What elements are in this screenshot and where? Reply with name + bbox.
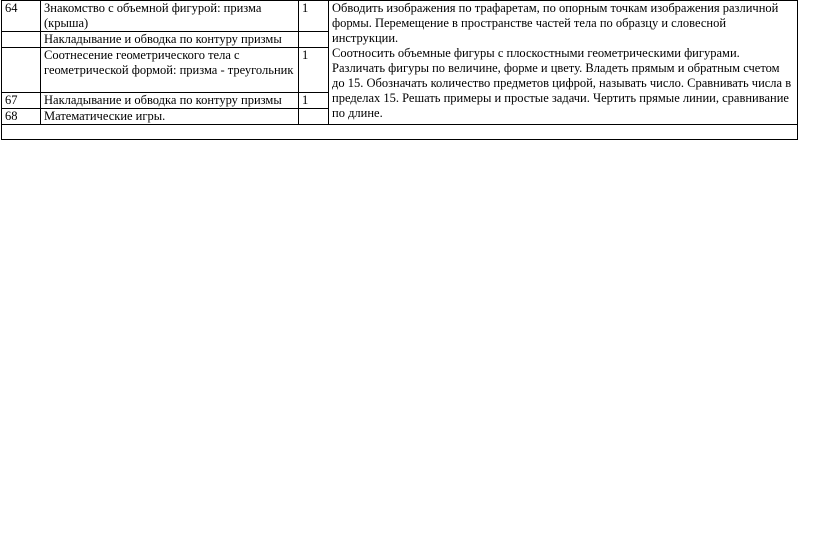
lesson-number — [2, 32, 41, 48]
lesson-number: 68 — [2, 109, 41, 125]
lesson-topic: Накладывание и обводка по контуру призмы — [41, 93, 299, 109]
activity-text: Обводить изображения по трафаретам, по опорным точкам изображения различной формы. Перемещение в пространстве частей тела по образцу и словесной инструкции. — [332, 1, 779, 45]
lesson-hours: 1 — [299, 48, 329, 93]
lesson-topic: Накладывание и обводка по контуру призмы — [41, 32, 299, 48]
lesson-topic: Соотнесение геометрического тела с геометрической формой: призма - треугольник — [41, 48, 299, 93]
lesson-number: 64 — [2, 1, 41, 32]
lesson-topic: Знакомство с объемной фигурой: призма (крыша) — [41, 1, 299, 32]
lesson-hours — [299, 32, 329, 48]
lesson-hours: 1 — [299, 93, 329, 109]
lesson-plan-table — [1, 0, 798, 140]
lesson-number: 67 — [2, 93, 41, 109]
empty-cell — [2, 125, 798, 140]
table-row — [2, 1, 798, 32]
table-row-empty — [2, 125, 798, 140]
lesson-number — [2, 48, 41, 93]
activities-cell — [329, 1, 798, 125]
lesson-topic: Математические игры. — [41, 109, 299, 125]
activity-text: Соотносить объемные фигуры с плоскостными геометрическими фигурами. Различать фигуры по величине, форме и цвету. Владеть прямым и обратным счетом до 15. Обозначать количество предметов цифрой, называть число. Сравнивать числа в пределах 15. Решать примеры и простые задачи. Чертить прямые линии, сравнивание по длине. — [332, 46, 792, 120]
lesson-hours — [299, 109, 329, 125]
lesson-hours: 1 — [299, 1, 329, 32]
